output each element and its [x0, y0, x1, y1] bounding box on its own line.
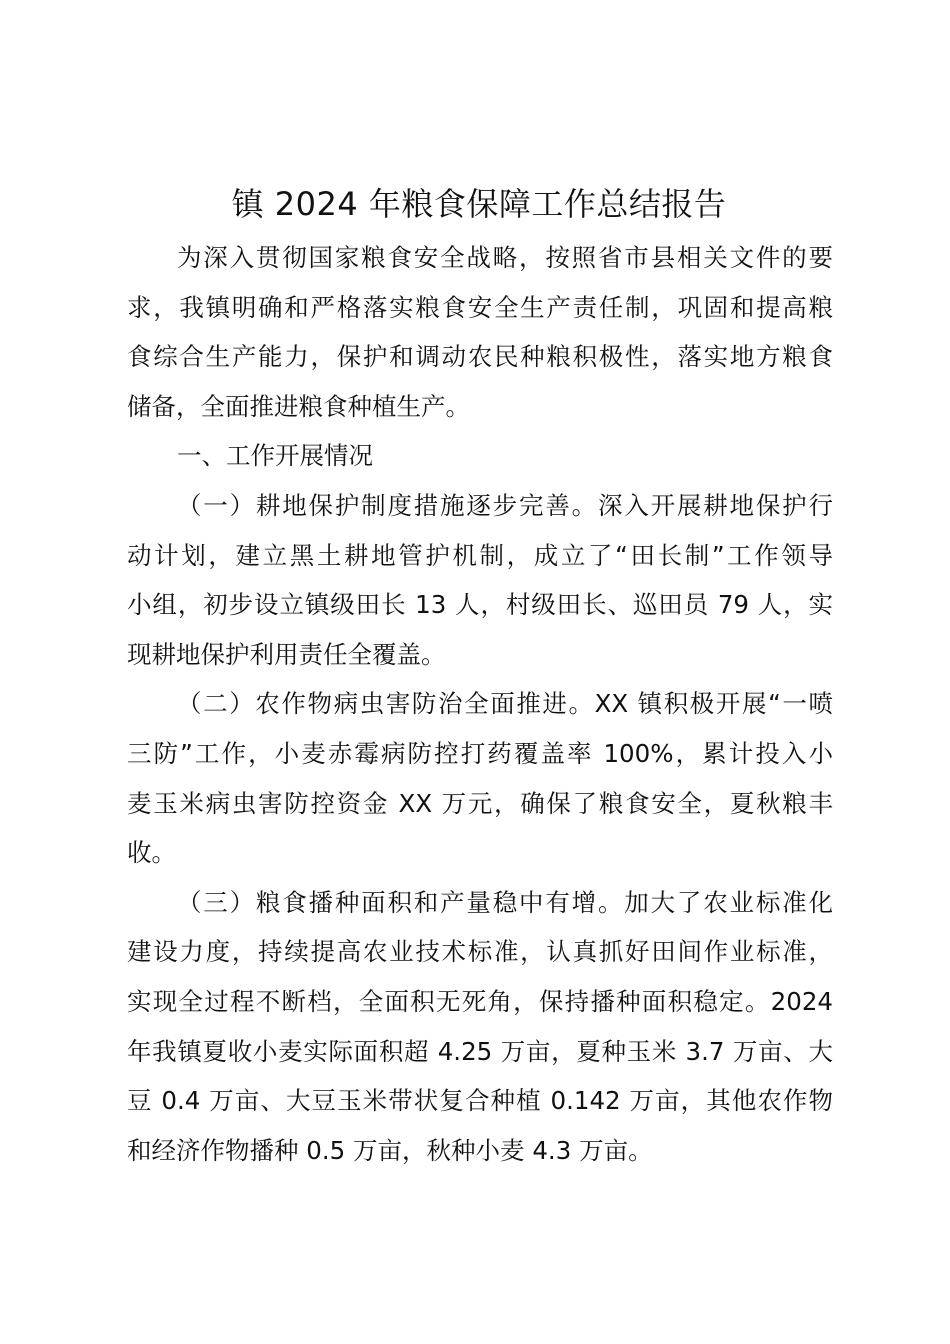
text-line: 麦玉米病虫害防控资金 XX 万元，确保了粮食安全，夏秋粮丰 — [127, 788, 833, 818]
document-title: 镇 2024 年粮食保障工作总结报告 — [231, 185, 727, 223]
text-line: 豆 0.4 万亩、大豆玉米带状复合种植 0.142 万亩，其他农作物 — [127, 1086, 833, 1116]
document-body — [127, 233, 833, 1175]
text-line: 食综合生产能力，保护和调动农民种粮积极性，落实地方粮食 — [127, 342, 833, 372]
text-line: 求，我镇明确和严格落实粮食安全生产责任制，巩固和提高粮 — [127, 292, 833, 322]
text-line: 现耕地保护利用责任全覆盖。 — [127, 639, 446, 669]
text-line: 年我镇夏收小麦实际面积超 4.25 万亩，夏种玉米 3.7 万亩、大 — [127, 1036, 833, 1066]
text-line: 储备，全面推进粮食种植生产。 — [127, 391, 470, 421]
text-line: （三）粮食播种面积和产量稳中有增。加大了农业标准化 — [177, 887, 833, 917]
text-line: （一）耕地保护制度措施逐步完善。深入开展耕地保护行 — [177, 490, 833, 520]
text-line: 和经济作物播种 0.5 万亩，秋种小麦 4.3 万亩。 — [127, 1135, 653, 1165]
text-line: 实现全过程不断档，全面积无死角，保持播种面积稳定。2024 — [127, 986, 833, 1016]
text-line: 收。 — [127, 838, 176, 868]
text-line: 建设力度，持续提高农业技术标准，认真抓好田间作业标准， — [127, 937, 833, 967]
text-line: 小组，初步设立镇级田长 13 人，村级田长、巡田员 79 人，实 — [127, 590, 833, 620]
text-line: 动计划，建立黑土耕地管护机制，成立了“田长制”工作领导 — [127, 540, 833, 570]
text-line: （二）农作物病虫害防治全面推进。XX 镇积极开展“一喷 — [177, 689, 833, 719]
text-line: 三防”工作，小麦赤霉病防控打药覆盖率 100%，累计投入小 — [127, 738, 833, 768]
text-line: 为深入贯彻国家粮食安全战略，按照省市县相关文件的要 — [177, 243, 833, 272]
text-line: 一、工作开展情况 — [177, 441, 373, 471]
